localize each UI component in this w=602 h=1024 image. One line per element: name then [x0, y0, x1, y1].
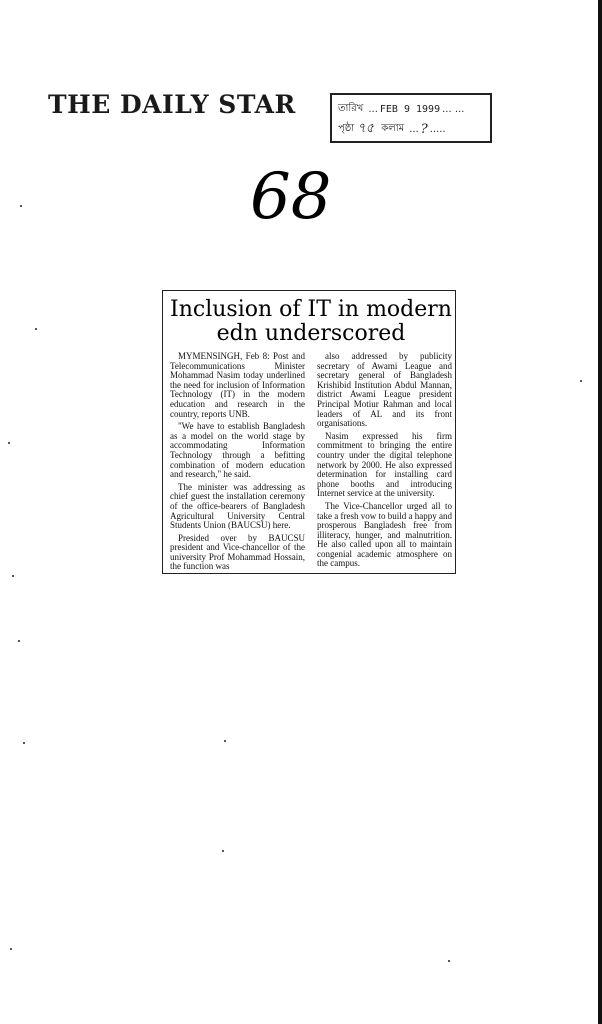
paragraph: The minister was addressing as chief guest the installation ceremony of the office-bearers of Bangladesh Agricultural University Central Students Union (BAUCSU) here. [170, 481, 305, 531]
stamp-date-value: FEB 9 1999 [379, 103, 441, 115]
paragraph: Nasim expressed his firm commitment to bringing the entire country under the digital telephone network by 2000. He also expressed determination for installing card phone booths and introducing Internet service at the university. [317, 430, 452, 499]
scan-speck [448, 960, 450, 962]
scan-speck [10, 948, 12, 950]
newspaper-masthead: THE DAILY STAR [48, 90, 296, 119]
headline-line-1: Inclusion of IT in modern [170, 297, 452, 322]
stamp-page-label: পৃষ্ঠা [338, 122, 355, 134]
scan-speck [18, 640, 20, 642]
scan-speck [12, 575, 14, 577]
scan-speck [35, 328, 37, 330]
scan-speck [224, 740, 226, 742]
article-headline [170, 298, 452, 346]
article-left-column [170, 352, 305, 575]
article-body [170, 352, 452, 575]
scan-speck [20, 205, 22, 207]
paragraph: Presided over by BAUCSU president and Vice-chancellor of the university Prof Mohammad Hossain, the function was [170, 532, 305, 572]
stamp-column-value: ? [420, 121, 428, 137]
paragraph: The Vice-Chancellor urged all to take a fresh vow to build a happy and prosperous Bangladesh free from illiteracy, hunger, and malnutrition. He also called upon all to maintain congenial academic atmosphere on the campus. [317, 500, 452, 569]
stamp-column-label: কলাম [381, 122, 405, 134]
scan-speck [8, 442, 10, 444]
paragraph: "We have to establish Bangladesh as a model on the world stage by accommodating Information Technology through a befitting combination of modern education and research," he said. [170, 421, 305, 480]
scan-speck [23, 742, 25, 744]
article-right-column [317, 352, 452, 575]
headline-line-2: edn underscored [216, 321, 406, 346]
stamp-page-row: পৃষ্ঠা ৭৫ কলাম ... ? ..... [338, 119, 484, 139]
stamp-date-label: তারিখ [338, 102, 364, 114]
paragraph: also addressed by publicity secretary of Awami League and secretary general of Bangladesh Krishibid Institution Abdul Mannan, district Awami League president Principal Motiur Rahman and local leaders of AL and its front organisations. [317, 351, 452, 429]
scan-speck [580, 380, 582, 382]
stamp-date-row: তারিখ ... FEB 9 1999 ... ... [338, 99, 484, 119]
stamp-page-value: ৭৫ [357, 120, 375, 136]
scan-edge [598, 0, 602, 1024]
paragraph: MYMENSINGH, Feb 8: Post and Telecommunications Minister Mohammad Nasim today underlined the need for inclusion of Information Technology (IT) in the modern education and research in the country, reports UNB. [170, 351, 305, 419]
archive-stamp [330, 93, 492, 143]
scan-speck [222, 850, 224, 852]
handwritten-page-number: 68 [250, 160, 332, 234]
